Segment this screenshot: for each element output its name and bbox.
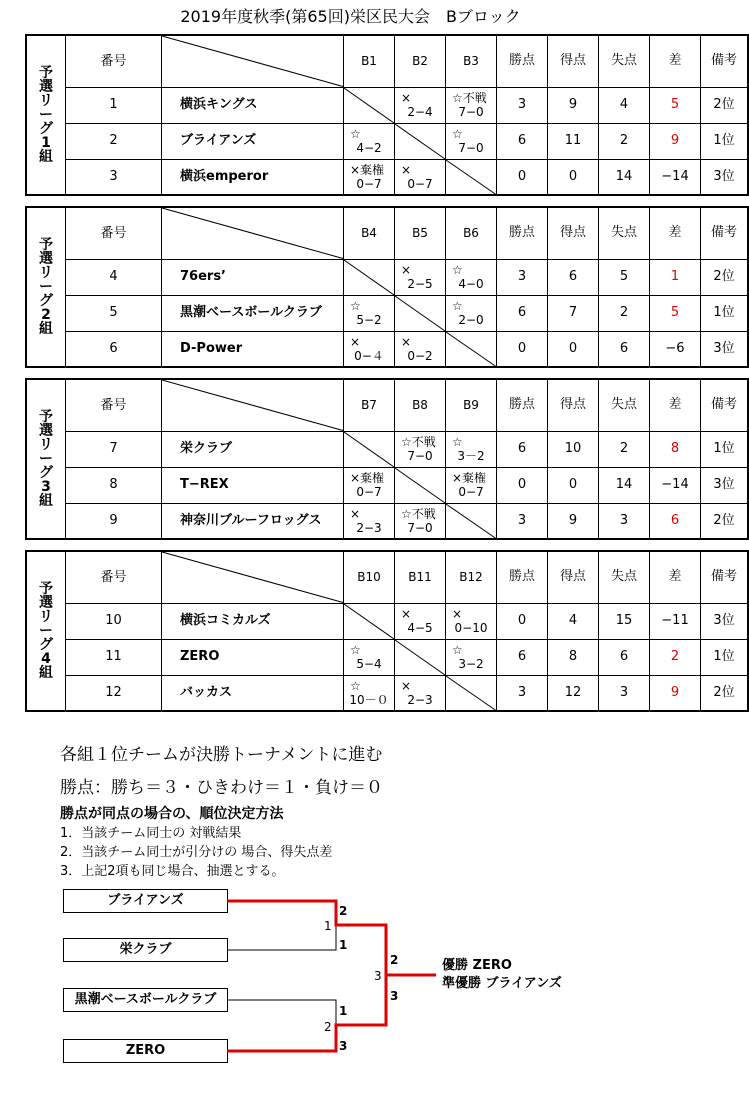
header-scored: 得点 <box>548 551 599 603</box>
stat-diff: −6 <box>650 331 701 367</box>
group-label-char: グ <box>39 465 53 481</box>
group-label-char: 予 <box>39 237 53 253</box>
group-label-char: 組 <box>39 149 53 165</box>
score-2a: 1 <box>339 1004 348 1018</box>
stat-conceded: 15 <box>599 603 650 639</box>
stat-wins: 3 <box>497 675 548 711</box>
stat-scored: 0 <box>548 159 599 195</box>
header-num: 番号 <box>66 207 162 259</box>
team-number: 8 <box>66 467 162 503</box>
tiebreak-rule-3: 3．上記2項も同じ場合、抽選とする。 <box>60 864 285 879</box>
match-result-line: ☆ <box>350 299 361 313</box>
header-diff: 差 <box>650 35 701 87</box>
header-opponent: B4 <box>344 207 395 259</box>
team-number: 11 <box>66 639 162 675</box>
team-name: T−REX <box>162 467 344 503</box>
rank: 3位 <box>701 331 749 367</box>
match-result-line: ×棄権 <box>452 471 487 485</box>
rank: 3位 <box>701 467 749 503</box>
header-wins: 勝点 <box>497 379 548 431</box>
match-result-line: × <box>401 334 412 349</box>
match-result-line: × <box>401 678 412 693</box>
match-result-line: ☆ <box>452 435 463 449</box>
stat-wins: 6 <box>497 123 548 159</box>
header-scored: 得点 <box>548 207 599 259</box>
score-1a: 2 <box>339 904 348 918</box>
match-result-line: 7−0 <box>458 105 484 119</box>
stat-diff: 8 <box>650 431 701 467</box>
header-wins: 勝点 <box>497 207 548 259</box>
match-result-line: 4−2 <box>356 141 382 155</box>
rank: 2位 <box>701 87 749 123</box>
match-result-line: × <box>350 334 361 349</box>
rank: 1位 <box>701 639 749 675</box>
match-result-line: 3−2 <box>458 657 484 671</box>
match-1-label: 1 <box>324 919 332 933</box>
match-result-line: ☆ <box>350 127 361 141</box>
stat-diff: 5 <box>650 87 701 123</box>
stat-wins: 6 <box>497 431 548 467</box>
stat-scored: 7 <box>548 295 599 331</box>
team-name: 横浜emperor <box>162 159 344 195</box>
match-result-line: ☆ <box>452 263 463 277</box>
group-label-char: 組 <box>39 493 53 509</box>
team-name: D-Power <box>162 331 344 367</box>
group-label-char: 1 <box>41 135 51 151</box>
group-label-char: ー <box>39 623 53 639</box>
stat-diff: 9 <box>650 675 701 711</box>
tiebreak-rule-2: 2．当該チーム同士が引分けの 場合、得失点差 <box>60 845 333 860</box>
group-label-char: リ <box>39 609 53 625</box>
stat-conceded: 5 <box>599 259 650 295</box>
match-result-line: ☆不戦 <box>452 91 487 105</box>
header-opponent: B11 <box>395 551 446 603</box>
final-label: 3 <box>374 969 382 983</box>
bracket-team-2: 栄クラブ <box>63 938 228 962</box>
header-scored: 得点 <box>548 379 599 431</box>
stat-diff: 9 <box>650 123 701 159</box>
stat-wins: 6 <box>497 639 548 675</box>
stat-diff: 6 <box>650 503 701 539</box>
group-label-char: 選 <box>39 251 53 267</box>
group-label-char: 選 <box>39 79 53 95</box>
bracket-team-4: ZERO <box>63 1039 228 1063</box>
match-result-line: 0−7 <box>356 176 382 191</box>
match-result-line: × <box>401 607 412 621</box>
group-label-char: グ <box>39 637 53 653</box>
match-result-line: 0−10 <box>454 621 488 635</box>
match-result-line: 2−0 <box>458 313 484 327</box>
rule-points: 勝点：勝ち＝３・ひきわけ＝１・負け＝０ <box>60 778 383 798</box>
match-result-line: ☆ <box>452 127 463 141</box>
team-number: 3 <box>66 159 162 195</box>
match-result-line: 7−0 <box>407 520 433 535</box>
header-opponent: B8 <box>395 379 446 431</box>
header-opponent: B6 <box>446 207 497 259</box>
match-result-line: ×棄権 <box>350 471 385 485</box>
group-label-char: グ <box>39 121 53 137</box>
header-remark: 備考 <box>701 551 749 603</box>
header-conceded: 失点 <box>599 35 650 87</box>
match-result-line: 0−2 <box>407 348 433 363</box>
header-diff: 差 <box>650 379 701 431</box>
team-number: 12 <box>66 675 162 711</box>
match-result-line: ☆ <box>350 643 361 657</box>
team-name: バッカス <box>162 675 344 711</box>
header-opponent: B2 <box>395 35 446 87</box>
header-conceded: 失点 <box>599 379 650 431</box>
match-result-line: 5−4 <box>356 657 382 671</box>
header-conceded: 失点 <box>599 551 650 603</box>
stat-wins: 0 <box>497 159 548 195</box>
group-label-char: 3 <box>41 479 51 495</box>
team-name: 76ers’ <box>162 259 344 295</box>
score-final-a: 2 <box>390 953 399 967</box>
group-label-char: 予 <box>39 409 53 425</box>
stat-scored: 8 <box>548 639 599 675</box>
match-2-label: 2 <box>324 1020 332 1034</box>
bracket-team-3: 黒潮ベースボールクラブ <box>63 988 228 1012</box>
team-number: 10 <box>66 603 162 639</box>
header-opponent: B7 <box>344 379 395 431</box>
header-diff: 差 <box>650 551 701 603</box>
stat-diff: −11 <box>650 603 701 639</box>
winner-label: 優勝 ZERO <box>442 958 512 973</box>
rank: 1位 <box>701 295 749 331</box>
match-result-line: 0−7 <box>407 176 433 191</box>
team-number: 5 <box>66 295 162 331</box>
team-name: 神奈川ブルーフロッグス <box>162 503 344 539</box>
header-opponent: B12 <box>446 551 497 603</box>
group-label-char: 2 <box>41 307 51 323</box>
stat-conceded: 4 <box>599 87 650 123</box>
team-number: 2 <box>66 123 162 159</box>
team-name: 黒潮ベースボールクラブ <box>162 295 344 331</box>
stat-diff: 2 <box>650 639 701 675</box>
header-num: 番号 <box>66 35 162 87</box>
score-final-b: 3 <box>390 989 399 1003</box>
team-name: 横浜コミカルズ <box>162 603 344 639</box>
match-result-line: 2−3 <box>407 692 433 707</box>
match-result-line: 5−2 <box>356 313 382 327</box>
team-number: 4 <box>66 259 162 295</box>
stat-scored: 9 <box>548 503 599 539</box>
header-opponent: B10 <box>344 551 395 603</box>
stat-conceded: 14 <box>599 467 650 503</box>
stat-scored: 0 <box>548 467 599 503</box>
header-opponent: B3 <box>446 35 497 87</box>
stat-wins: 6 <box>497 295 548 331</box>
stat-conceded: 3 <box>599 675 650 711</box>
header-opponent: B9 <box>446 379 497 431</box>
group-label-char: ー <box>39 279 53 295</box>
stat-wins: 0 <box>497 467 548 503</box>
stat-conceded: 3 <box>599 503 650 539</box>
group-label-char: 組 <box>39 321 53 337</box>
stat-wins: 3 <box>497 503 548 539</box>
group-label-char: 予 <box>39 65 53 81</box>
runner-up-label: 準優勝 ブライアンズ <box>442 976 562 991</box>
group-label-char: リ <box>39 437 53 453</box>
stat-scored: 4 <box>548 603 599 639</box>
rank: 2位 <box>701 259 749 295</box>
match-result-line: 2−3 <box>356 520 382 535</box>
header-diff: 差 <box>650 207 701 259</box>
stat-conceded: 14 <box>599 159 650 195</box>
header-remark: 備考 <box>701 207 749 259</box>
group-label-char: ー <box>39 451 53 467</box>
team-number: 1 <box>66 87 162 123</box>
bracket-team-1: ブライアンズ <box>63 889 228 913</box>
group-label-char: リ <box>39 93 53 109</box>
stat-conceded: 2 <box>599 431 650 467</box>
header-scored: 得点 <box>548 35 599 87</box>
header-opponent: B1 <box>344 35 395 87</box>
group-label-char: 組 <box>39 665 53 681</box>
team-name: 栄クラブ <box>162 431 344 467</box>
header-remark: 備考 <box>701 35 749 87</box>
group-label-char: 選 <box>39 423 53 439</box>
team-name: ZERO <box>162 639 344 675</box>
stat-conceded: 2 <box>599 295 650 331</box>
match-result-line: 3－2 <box>457 449 485 463</box>
group-label-char: リ <box>39 265 53 281</box>
match-result-line: 4−0 <box>458 277 484 291</box>
group-label-char: グ <box>39 293 53 309</box>
header-wins: 勝点 <box>497 551 548 603</box>
match-result-line: 2−5 <box>407 277 433 291</box>
team-name: 横浜キングス <box>162 87 344 123</box>
page-title: 2019年度秋季(第65回)栄区民大会 Bブロック <box>180 7 521 26</box>
stat-wins: 3 <box>497 259 548 295</box>
stat-diff: −14 <box>650 159 701 195</box>
match-result-line: 10－０ <box>349 692 389 707</box>
group-label-char: 4 <box>41 651 51 667</box>
stat-diff: 1 <box>650 259 701 295</box>
match-result-line: ☆ <box>452 299 463 313</box>
team-number: 7 <box>66 431 162 467</box>
stat-scored: 12 <box>548 675 599 711</box>
rank: 1位 <box>701 431 749 467</box>
match-result-line: ☆不戦 <box>401 435 436 449</box>
rank: 2位 <box>701 675 749 711</box>
match-result-line: ×棄権 <box>350 162 385 177</box>
stat-conceded: 6 <box>599 639 650 675</box>
rank: 1位 <box>701 123 749 159</box>
tiebreak-rule-1: 1．当該チーム同士の 対戦結果 <box>60 826 242 841</box>
match-result-line: 0−7 <box>356 485 382 499</box>
team-number: 6 <box>66 331 162 367</box>
header-num: 番号 <box>66 379 162 431</box>
match-result-line: ☆ <box>350 678 361 693</box>
match-result-line: × <box>401 162 412 177</box>
rank: 2位 <box>701 503 749 539</box>
group-label-char: 選 <box>39 595 53 611</box>
match-result-line: × <box>452 607 463 621</box>
header-conceded: 失点 <box>599 207 650 259</box>
match-result-line: 0−7 <box>458 485 484 499</box>
group-label-char: ー <box>39 107 53 123</box>
stat-wins: 0 <box>497 331 548 367</box>
header-wins: 勝点 <box>497 35 548 87</box>
stat-diff: 5 <box>650 295 701 331</box>
match-result-line: 7−0 <box>407 449 433 463</box>
stat-wins: 3 <box>497 87 548 123</box>
match-result-line: 2−4 <box>407 105 433 119</box>
match-result-line: × <box>401 263 412 277</box>
match-result-line: 7−0 <box>458 141 484 155</box>
tiebreak-title: 勝点が同点の場合の、順位決定方法 <box>60 806 284 822</box>
team-number: 9 <box>66 503 162 539</box>
match-result-line: × <box>401 91 412 105</box>
stat-diff: −14 <box>650 467 701 503</box>
match-result-line: 0−４ <box>354 348 384 363</box>
team-name: ブライアンズ <box>162 123 344 159</box>
rule-advance: 各組１位チームが決勝トーナメントに進む <box>60 745 383 765</box>
match-result-line: 4−5 <box>407 621 433 635</box>
stat-wins: 0 <box>497 603 548 639</box>
match-result-line: ☆ <box>452 643 463 657</box>
score-1b: 1 <box>339 938 348 952</box>
stat-scored: 0 <box>548 331 599 367</box>
group-label-char: 予 <box>39 581 53 597</box>
match-result-line: × <box>350 506 361 521</box>
rank: 3位 <box>701 603 749 639</box>
stat-scored: 11 <box>548 123 599 159</box>
stat-conceded: 6 <box>599 331 650 367</box>
header-num: 番号 <box>66 551 162 603</box>
header-remark: 備考 <box>701 379 749 431</box>
header-opponent: B5 <box>395 207 446 259</box>
match-result-line: ☆不戦 <box>401 506 436 521</box>
score-2b: 3 <box>339 1039 348 1053</box>
stat-conceded: 2 <box>599 123 650 159</box>
stat-scored: 6 <box>548 259 599 295</box>
stat-scored: 10 <box>548 431 599 467</box>
rank: 3位 <box>701 159 749 195</box>
stat-scored: 9 <box>548 87 599 123</box>
